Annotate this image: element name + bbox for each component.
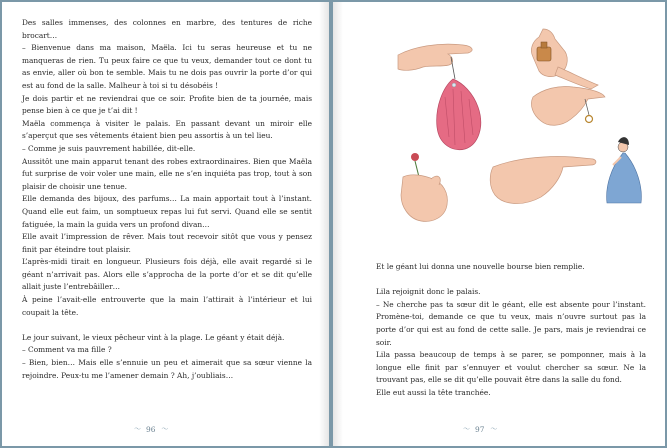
hand-holding-key-icon bbox=[531, 86, 605, 125]
paragraph: Elle demanda des bijoux, des parfums… La main apportait tout à l’instant. Quand elle eut faim, un somptueux repas lui fut servi. Quand elle se sentit fatiguée, la main la guida vers un profond divan… bbox=[22, 194, 312, 229]
hand-holding-rose-icon bbox=[401, 153, 447, 221]
spine-shadow bbox=[319, 2, 329, 446]
ornament-right: 〜 bbox=[490, 425, 497, 433]
right-page bbox=[333, 2, 665, 446]
page-number: 96 bbox=[146, 424, 156, 434]
right-page-text bbox=[376, 261, 646, 400]
paragraph-gap bbox=[376, 274, 646, 287]
hand-with-lady-icon bbox=[490, 137, 641, 203]
paragraph: Lila passa beaucoup de temps à se parer, se pomponner, mais à la longue elle finit par s’ennuyer et voulut chercher sa sœur. Ne la trouvant pas, elle se dit qu’elle pouvait être dans la salle du fond. bbox=[376, 350, 646, 385]
paragraph: Des salles immenses, des colonnes en marbre, des tentures de riche brocart… bbox=[22, 18, 312, 40]
paragraph: Je dois partir et ne reviendrai que ce soir. Profite bien de ta journée, mais pense bien à ce que je t’ai dit ! bbox=[22, 93, 312, 116]
ornament-left: 〜 bbox=[463, 425, 469, 433]
ornament-left: 〜 bbox=[134, 425, 140, 433]
left-page bbox=[2, 2, 329, 446]
hand-holding-dress-icon bbox=[398, 44, 481, 150]
hands-illustration bbox=[393, 27, 663, 227]
paragraph-gap bbox=[22, 319, 312, 332]
page-number: 97 bbox=[475, 424, 485, 434]
paragraph: Et le géant lui donna une nouvelle bourse bien remplie. bbox=[376, 262, 585, 271]
paragraph: – Bien, bien… Mais elle s’ennuie un peu et aimerait que sa sœur vienne la rejoindre. Peux-tu me l’amener demain ? Ah, j’oubliais… bbox=[22, 358, 312, 380]
page-number-footer bbox=[463, 424, 496, 434]
paragraph: Elle eut aussi la tête tranchée. bbox=[376, 387, 491, 397]
paragraph: À peine l’avait-elle entrouverte que la main l’attirait à l’intérieur et lui coupait la tête. bbox=[22, 295, 312, 317]
paragraph: Lila rejoignit donc le palais. bbox=[376, 287, 481, 297]
paragraph: Le jour suivant, le vieux pêcheur vint à la plage. Le géant y était déjà. bbox=[22, 332, 285, 342]
paragraph: – Comment va ma fille ? bbox=[22, 345, 112, 355]
hand-holding-perfume-icon bbox=[531, 29, 598, 89]
paragraph: Elle avait l’impression de rêver. Mais tout recevoir sitôt que vous y pensez finit par éteindre tout plaisir. bbox=[22, 232, 312, 254]
paragraph: Maëla commença à visiter le palais. En passant devant un miroir elle s’aperçut que ses vêtements étaient bien peu assortis à un tel lieu. bbox=[22, 118, 312, 141]
page-number-footer bbox=[134, 424, 167, 434]
ornament-right: 〜 bbox=[161, 425, 168, 433]
paragraph: Aussitôt une main apparut tenant des robes extraordinaires. Bien que Maëla fut surprise de voir voler une main, elle ne s’en inquiéta pas trop, tout à son plaisir de choisir une tenue. bbox=[22, 156, 312, 191]
paragraph: – Bienvenue dans ma maison, Maëla. Ici tu seras heureuse et tu ne manqueras de rien. Tu peux faire ce que tu veux, demander tout ce dont tu as envie, aller où bon te semble. Mais tu ne dois pas ouvrir la porte d’or qui est au fond de la salle. Malheur à toi si tu désobéis ! bbox=[22, 43, 312, 90]
left-page-text bbox=[22, 17, 312, 382]
spine-shadow bbox=[333, 2, 343, 446]
paragraph: – Ne cherche pas ta sœur dit le géant, elle est absente pour l’instant. Promène-toi, demande ce que tu veux, mais n’ouvre surtout pas la porte d’or qui est au fond de cette salle. Je pars, mais je reviendrai ce soir. bbox=[376, 299, 646, 347]
paragraph: – Comme je suis pauvrement habillée, dit-elle. bbox=[22, 143, 196, 153]
paragraph: L’après-midi tirait en longueur. Plusieurs fois déjà, elle avait regardé si le géant n’arrivait pas. Alors elle s’approcha de la porte d’or et se dit qu’elle allait juste l’entrebâiller… bbox=[22, 257, 312, 292]
